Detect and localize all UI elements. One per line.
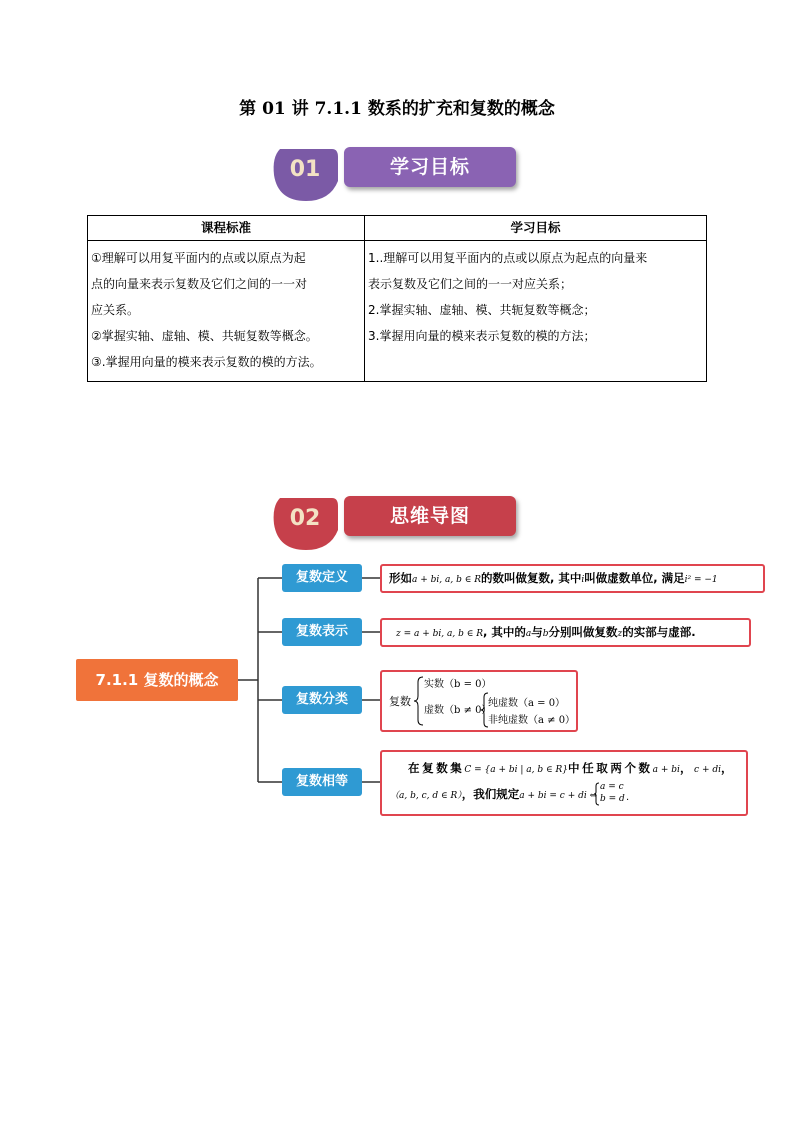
equality-text: ，我们规定 xyxy=(461,787,520,801)
text-line: ③.掌握用向量的模来表示复数的模的方法。 xyxy=(91,355,322,369)
equality-formula: c + di xyxy=(694,765,721,775)
equality-line-1: 在复数集C = {a + bi | a, b ∈ R}中任取两个数a + bi，c + di， xyxy=(408,761,736,775)
representation-box xyxy=(380,618,751,647)
classification-root: 复数 xyxy=(389,695,411,708)
definition-text: 叫做虚数单位, 满足 xyxy=(584,571,685,585)
representation-text: 与 xyxy=(531,625,543,639)
brace-icon xyxy=(414,676,424,726)
equality-box xyxy=(380,750,748,816)
classification-imag: 虚数（b ≠ 0） xyxy=(424,705,492,716)
node-classification: 复数分类 xyxy=(282,686,362,714)
equality-line-2 xyxy=(390,786,597,802)
definition-formula: i xyxy=(581,575,585,585)
text-line: 3.掌握用向量的模来表示复数的模的方法； xyxy=(368,329,596,343)
section-01-number: 01 xyxy=(289,157,321,182)
table-header: 学习目标 xyxy=(365,216,707,241)
representation-text: 的实部与虚部. xyxy=(622,625,696,639)
equality-text: 在复数集 xyxy=(408,761,465,775)
text-line: 表示复数及它们之间的一一对应关系； xyxy=(368,277,573,291)
section-02-label: 思维导图 xyxy=(344,496,516,536)
text-line: 点的向量来表示复数及它们之间的一一对 xyxy=(91,277,308,291)
node-representation: 复数表示 xyxy=(282,618,362,646)
definition-box xyxy=(380,564,765,593)
classification-pure: 纯虚数（a = 0） xyxy=(488,698,566,709)
representation-formula: z xyxy=(617,629,623,639)
section-01-label: 学习目标 xyxy=(344,147,516,187)
equality-formula: C = {a + bi | a, b ∈ R} xyxy=(464,765,569,775)
text-line: 2.掌握实轴、虚轴、模、共轭复数等概念； xyxy=(368,303,596,317)
node-definition: 复数定义 xyxy=(282,564,362,592)
classification-box xyxy=(380,670,578,732)
text-line: 应关系。 xyxy=(91,303,140,317)
equality-formula: a + bi xyxy=(652,765,680,775)
representation-formula: b xyxy=(542,629,549,639)
table-header: 课程标准 xyxy=(88,216,365,241)
definition-formula: i² = −1 xyxy=(684,575,718,585)
text-line: 1..理解可以用复平面内的点或以原点为起点的向量来 xyxy=(368,251,648,265)
representation-formula: a xyxy=(525,629,532,639)
definition-text: 的数叫做复数, 其中 xyxy=(481,571,582,585)
text-line: ①理解可以用复平面内的点或以原点为起 xyxy=(91,251,306,265)
text-line: ②掌握实轴、虚轴、模、共轭复数等概念。 xyxy=(91,329,318,343)
representation-text: 分别叫做复数 xyxy=(548,625,618,639)
representation-text: , 其中的 xyxy=(483,625,526,639)
equality-condition: a = c xyxy=(600,782,624,792)
definition-formula: a + bi, a, b ∈ R xyxy=(412,575,481,585)
equality-condition: b = d xyxy=(600,794,625,804)
node-equality: 复数相等 xyxy=(282,768,362,796)
representation-formula: z = a + bi, a, b ∈ R xyxy=(396,629,484,639)
classification-nonpure: 非纯虚数（a ≠ 0） xyxy=(488,715,576,726)
classification-real: 实数（b = 0） xyxy=(424,679,492,690)
equality-formula: a + bi = c + di ⇔ xyxy=(519,791,598,801)
equality-text: 中任取两个数 xyxy=(568,761,653,775)
section-02-number: 02 xyxy=(289,506,321,531)
period: . xyxy=(626,792,630,803)
mindmap-root: 7.1.1 复数的概念 xyxy=(76,659,238,701)
page-title: 第 01 讲 7.1.1 数系的扩充和复数的概念 xyxy=(239,99,555,119)
definition-text: 形如 xyxy=(389,571,412,585)
equality-formula: （a, b, c, d ∈ R） xyxy=(390,791,462,801)
